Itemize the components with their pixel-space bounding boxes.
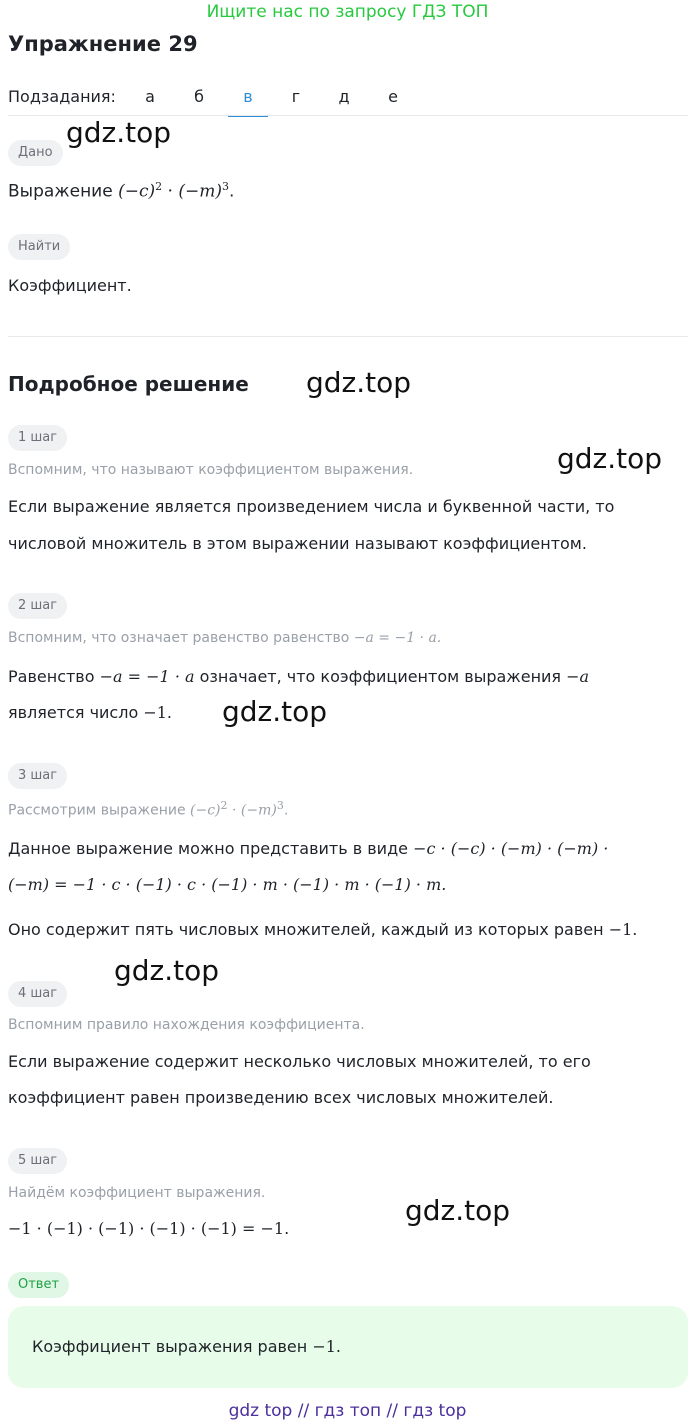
step-1-line-1: Если выражение является произведением числа и буквенной части, то	[8, 497, 615, 516]
subtask-tab-v[interactable]: в	[228, 87, 268, 117]
subtask-tab-e[interactable]: е	[388, 87, 398, 106]
step-2-line-1: Равенство −a = −1 · a означает, что коэффициентом выражения −a	[8, 667, 590, 686]
answer-text: Коэффициент выражения равен −1.	[32, 1337, 341, 1356]
step-1-hint: Вспомним, что называют коэффициентом выражения.	[8, 462, 414, 478]
watermark: gdz.top	[222, 695, 328, 728]
subtasks-label: Подзадания:	[8, 87, 116, 106]
step-3-line-2: (−m) = −1 · c · (−1) · c · (−1) · m · (−1) · m · (−1) · m.	[8, 875, 447, 894]
page-title: Упражнение 29	[8, 32, 198, 56]
step-4-chip: 4 шаг	[8, 981, 67, 1007]
step-5-math: −1 · (−1) · (−1) · (−1) · (−1) = −1.	[8, 1219, 290, 1238]
step-4-line-2: коэффициент равен произведению всех числовых множителей.	[8, 1088, 554, 1107]
step-4-hint: Вспомним правило нахождения коэффициента.	[8, 1017, 365, 1033]
watermark: gdz.top	[557, 442, 663, 475]
section-divider	[8, 336, 688, 337]
answer-chip: Ответ	[8, 1272, 69, 1298]
find-text: Коэффициент.	[8, 276, 132, 295]
step-1-line-2: числовой множитель в этом выражении называют коэффициентом.	[8, 534, 587, 553]
step-2-chip: 2 шаг	[8, 593, 67, 619]
step-2-hint: Вспомним, что означает равенство равенство −a = −1 · a.	[8, 630, 442, 646]
step-3-line-3: Оно содержит пять числовых множителей, каждый из которых равен −1.	[8, 920, 638, 939]
step-3-line-1: Данное выражение можно представить в виде −c · (−c) · (−m) · (−m) ·	[8, 839, 609, 858]
subtask-tab-d[interactable]: д	[338, 87, 350, 106]
find-chip: Найти	[8, 234, 70, 260]
subtask-tab-g[interactable]: г	[291, 87, 301, 106]
step-3-chip: 3 шаг	[8, 763, 67, 789]
search-banner: Ищите нас по запросу ГДЗ ТОП	[206, 2, 489, 22]
step-1-chip: 1 шаг	[8, 425, 67, 451]
solution-title: Подробное решение	[8, 372, 249, 396]
subtask-tab-a[interactable]: а	[145, 87, 155, 106]
given-text: Выражение $(-c)^2 \cdot (-m)^3$.	[8, 180, 235, 202]
watermark: gdz.top	[114, 954, 220, 987]
step-3-hint: Рассмотрим выражение $(-c)^2 \cdot (-m)^3$.	[8, 799, 289, 819]
watermark: gdz.top	[66, 116, 172, 149]
step-4-line-1: Если выражение содержит несколько числовых множителей, то его	[8, 1052, 591, 1071]
watermark: gdz.top	[306, 366, 412, 399]
footer-links: gdz top // гдз топ // гдз top	[228, 1401, 467, 1421]
step-5-hint: Найдём коэффициент выражения.	[8, 1185, 266, 1201]
step-5-chip: 5 шаг	[8, 1148, 67, 1174]
subtask-tab-b[interactable]: б	[194, 87, 204, 106]
step-2-line-2: является число −1.	[8, 703, 173, 722]
watermark: gdz.top	[405, 1194, 511, 1227]
given-chip: Дано	[8, 140, 63, 166]
